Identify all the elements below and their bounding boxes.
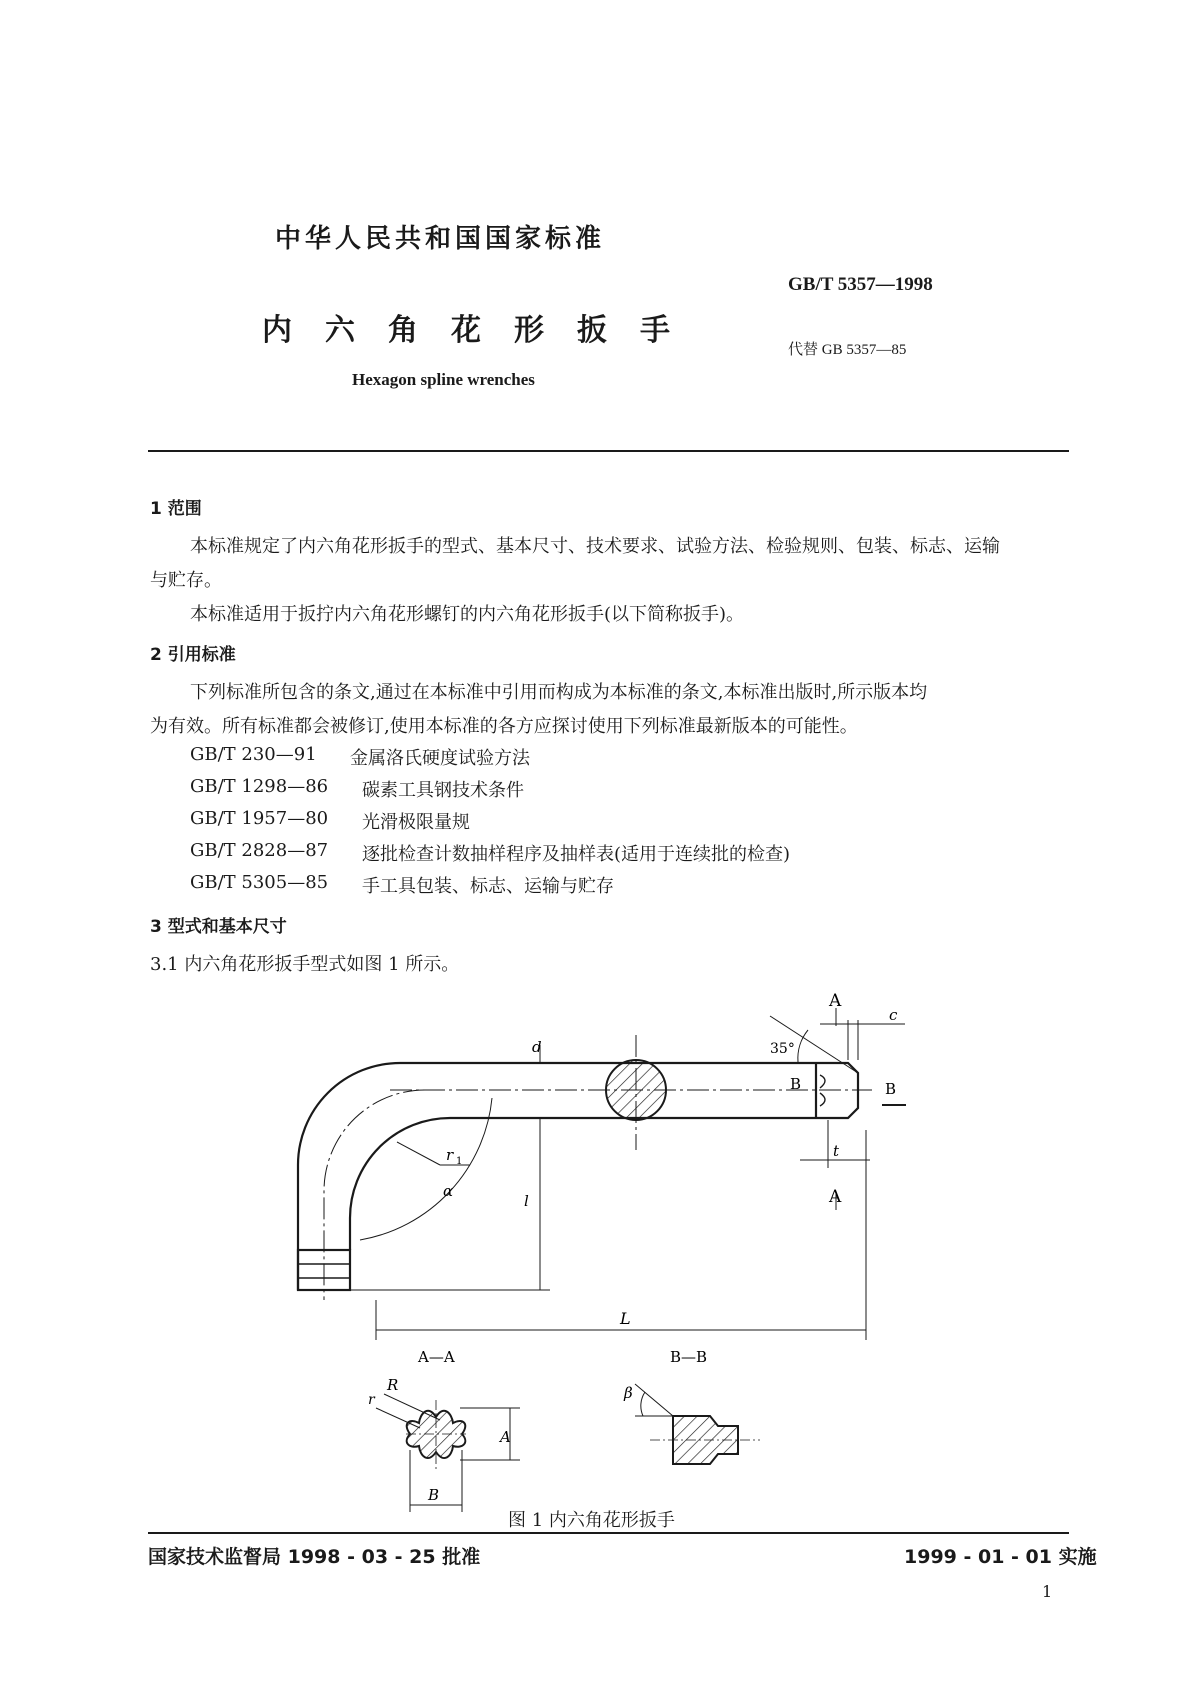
label-b-left: B bbox=[790, 1075, 802, 1093]
label-d: d bbox=[532, 1038, 542, 1056]
label-l: l bbox=[524, 1192, 529, 1210]
ref-title: 光滑极限量规 bbox=[362, 812, 470, 833]
ref-title: 手工具包装、标志、运输与贮存 bbox=[362, 876, 614, 897]
label-r1-subscript: 1 bbox=[456, 1156, 463, 1167]
replaces-standard: 代替 GB 5357—85 bbox=[788, 342, 907, 358]
label-r: r bbox=[368, 1392, 375, 1408]
document-title-en: Hexagon spline wrenches bbox=[352, 370, 535, 389]
ref-code: GB/T 230—91 bbox=[190, 744, 317, 765]
section-3-1-text: 3.1 内六角花形扳手型式如图 1 所示。 bbox=[150, 954, 460, 975]
label-beta: β bbox=[624, 1384, 633, 1402]
approval-date: 国家技术监督局 1998 - 03 - 25 批准 bbox=[148, 1546, 481, 1568]
section-1-paragraph-1-line-1: 本标准规定了内六角花形扳手的型式、基本尺寸、技术要求、试验方法、检验规则、包装、标志、运输 bbox=[190, 536, 1000, 557]
ref-title: 碳素工具钢技术条件 bbox=[362, 780, 524, 801]
label-r1: r bbox=[446, 1146, 454, 1164]
dimension-lines bbox=[350, 1008, 906, 1340]
label-c: c bbox=[889, 1006, 898, 1024]
ref-code: GB/T 5305—85 bbox=[190, 872, 329, 893]
label-a-dimension: A bbox=[500, 1428, 511, 1446]
section-1-heading: 1 范围 bbox=[150, 499, 202, 519]
wrench-body bbox=[298, 1063, 858, 1290]
footer-rule bbox=[148, 1532, 1069, 1534]
figure-1-caption: 图 1 内六角花形扳手 bbox=[508, 1510, 675, 1531]
page-number: 1 bbox=[1042, 1582, 1053, 1601]
label-alpha: α bbox=[443, 1182, 454, 1200]
section-2-paragraph-line-1: 下列标准所包含的条文,通过在本标准中引用而构成为本标准的条文,本标准出版时,所示版本均 bbox=[190, 682, 928, 703]
section-bb-profile bbox=[635, 1384, 760, 1464]
national-standard-label: 中华人民共和国国家标准 bbox=[275, 224, 606, 254]
label-angle-35: 35° bbox=[770, 1041, 795, 1057]
ref-title: 金属洛氏硬度试验方法 bbox=[350, 748, 530, 769]
label-t: t bbox=[833, 1142, 840, 1160]
section-1-paragraph-2: 本标准适用于扳拧内六角花形螺钉的内六角花形扳手(以下简称扳手)。 bbox=[190, 604, 745, 625]
section-3-heading: 3 型式和基本尺寸 bbox=[150, 917, 287, 937]
cross-section-circle bbox=[606, 1060, 666, 1120]
section-1-paragraph-1-line-2: 与贮存。 bbox=[150, 570, 222, 591]
label-b-dimension: B bbox=[428, 1486, 440, 1504]
label-a-top: A bbox=[829, 991, 842, 1011]
ref-code: GB/T 1957—80 bbox=[190, 808, 329, 829]
standard-number: GB/T 5357—1998 bbox=[788, 274, 933, 295]
ref-title: 逐批检查计数抽样程序及抽样表(适用于连续批的检查) bbox=[362, 844, 791, 865]
label-section-bb: B—B bbox=[670, 1348, 708, 1366]
label-R: R bbox=[387, 1376, 399, 1394]
label-a-bottom: A bbox=[829, 1187, 842, 1207]
section-aa-star bbox=[406, 1400, 466, 1470]
section-2-heading: 2 引用标准 bbox=[150, 645, 236, 665]
effective-date: 1999 - 01 - 01 实施 bbox=[904, 1546, 1097, 1568]
section-2-paragraph-line-2: 为有效。所有标准都会被修订,使用本标准的各方应探讨使用下列标准最新版本的可能性。 bbox=[150, 716, 858, 737]
label-b-right: B bbox=[885, 1080, 897, 1098]
ref-code: GB/T 2828—87 bbox=[190, 840, 329, 861]
ref-code: GB/T 1298—86 bbox=[190, 776, 329, 797]
label-section-aa: A—A bbox=[418, 1348, 455, 1366]
label-L: L bbox=[620, 1309, 631, 1328]
document-title-zh: 内六角花形扳手 bbox=[262, 313, 703, 348]
